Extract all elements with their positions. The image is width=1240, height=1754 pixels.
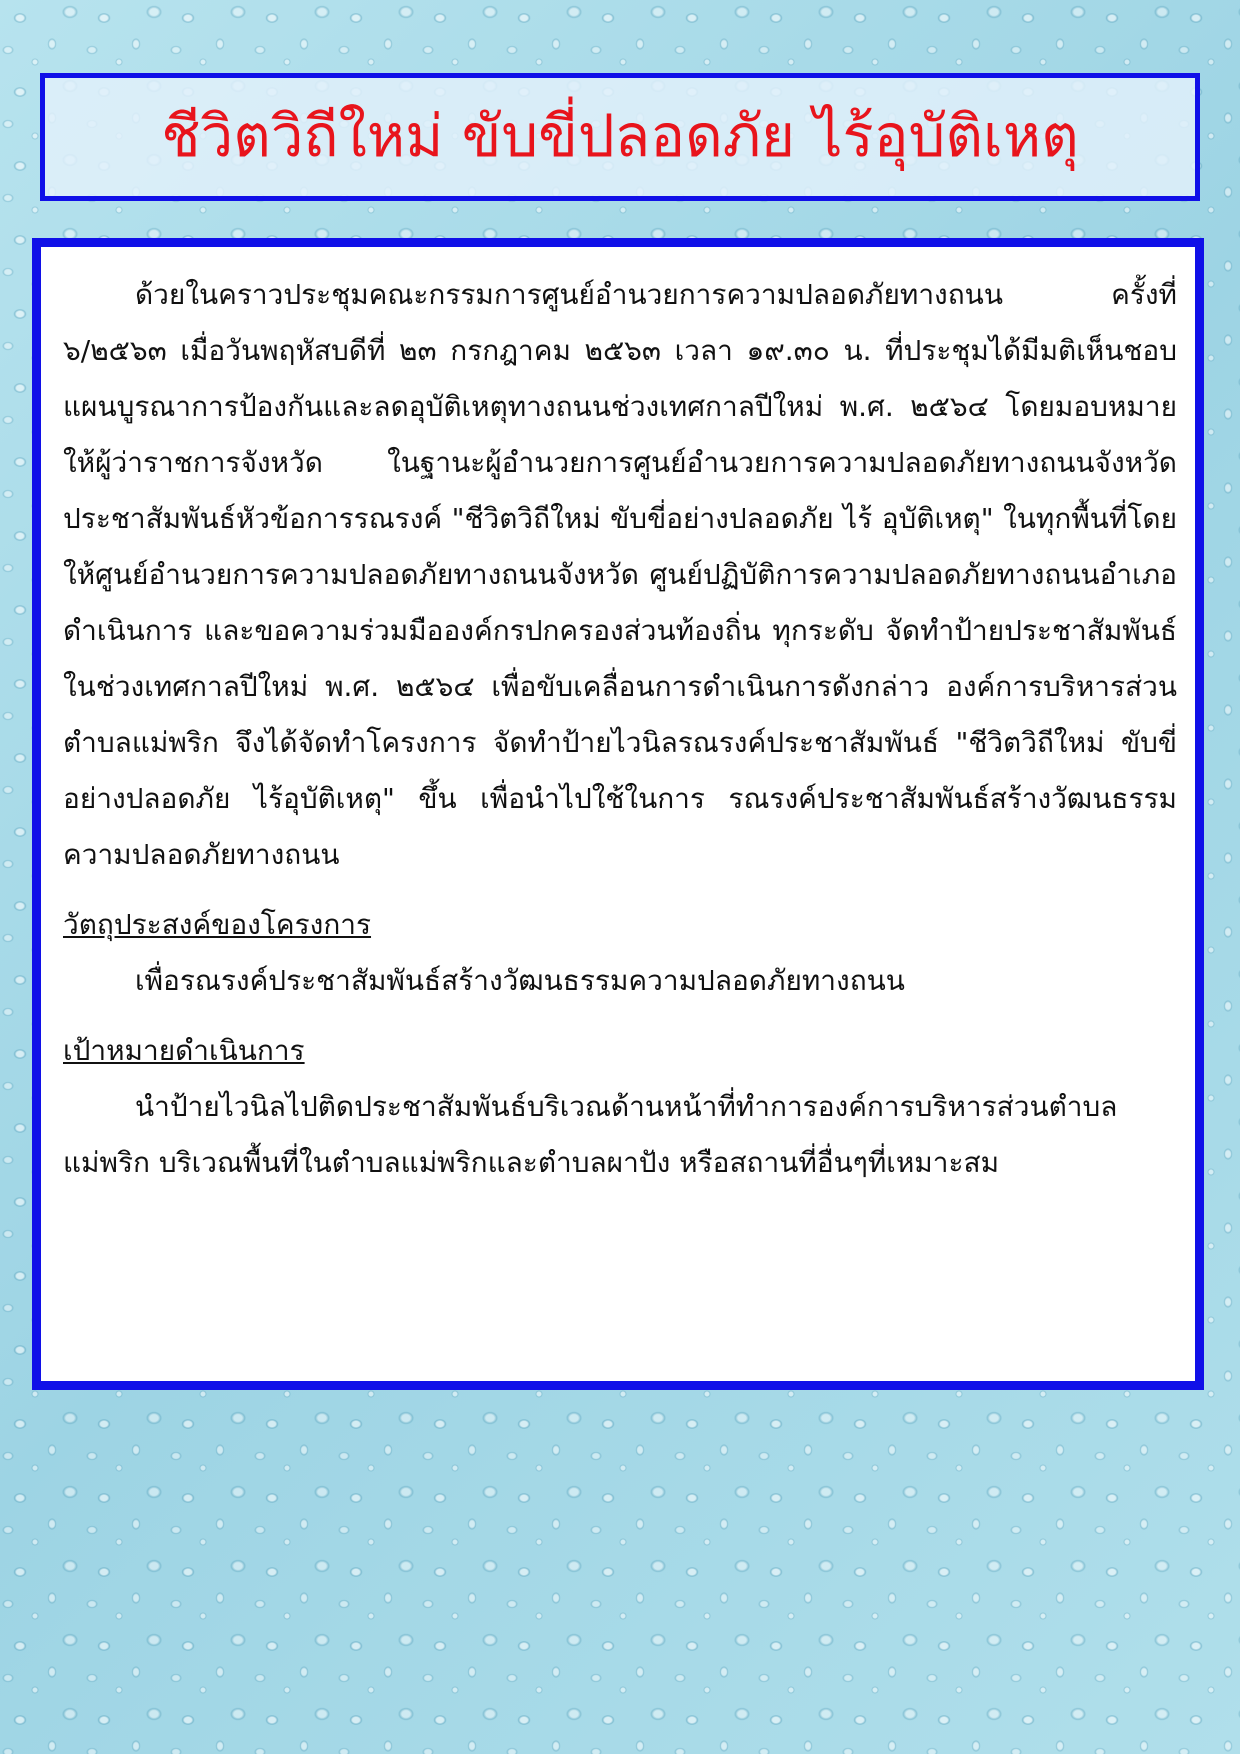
content-panel xyxy=(32,238,1204,1390)
title-banner xyxy=(40,73,1200,201)
objective-heading: วัตถุประสงค์ของโครงการ xyxy=(63,908,372,941)
target-text: นำป้ายไวนิลไปติดประชาสัมพันธ์บริเวณด้านหน้าที่ทำการองค์การบริหารส่วนตำบลแม่พริก บริเวณพื้นที่ในตำบลแม่พริกและตำบลผาปัง หรือสถานที่อื่นๆที่เหมาะสม xyxy=(63,1090,1118,1179)
target-heading: เป้าหมายดำเนินการ xyxy=(63,1034,305,1067)
page-title: ชีวิตวิถีใหม่ ขับขี่ปลอดภัย ไร้อุบัติเหตุ xyxy=(161,102,1079,171)
intro-paragraph: ด้วยในคราวประชุมคณะกรรมการศูนย์อำนวยการความปลอดภัยทางถนน ครั้งที่ ๖/๒๕๖๓ เมื่อวันพฤหัสบดีที่ ๒๓ กรกฎาคม ๒๕๖๓ เวลา ๑๙.๓๐ น. ที่ประชุมได้มีมติเห็นชอบแผนบูรณาการป้องกันและลดอุบัติเหตุทางถนนช่วงเทศกาลปีใหม่ พ.ศ. ๒๕๖๔ โดยมอบหมายให้ผู้ว่าราชการจังหวัด ในฐานะผู้อำนวยการศูนย์อำนวยการความปลอดภัยทางถนนจังหวัด ประชาสัมพันธ์หัวข้อการรณรงค์ "ชีวิตวิถีใหม่ ขับขี่อย่างปลอดภัย ไร้ อุบัติเหตุ" ในทุกพื้นที่โดยให้ศูนย์อำนวยการความปลอดภัยทางถนนจังหวัด ศูนย์ปฏิบัติการความปลอดภัยทางถนนอำเภอ ดำเนินการ และขอความร่วมมือองค์กรปกครองส่วนท้องถิ่น ทุกระดับ จัดทำป้ายประชาสัมพันธ์ ในช่วงเทศกาลปีใหม่ พ.ศ. ๒๕๖๔ เพื่อขับเคลื่อนการดำเนินการดังกล่าว องค์การบริหารส่วนตำบลแม่พริก จึงได้จัดทำโครงการ จัดทำป้ายไวนิลรณรงค์ประชาสัมพันธ์ "ชีวิตวิถีใหม่ ขับขี่อย่างปลอดภัย ไร้อุบัติเหตุ" ขึ้น เพื่อนำไปใช้ในการ รณรงค์ประชาสัมพันธ์สร้างวัฒนธรรมความปลอดภัยทางถนน xyxy=(63,278,1177,871)
objective-text: เพื่อรณรงค์ประชาสัมพันธ์สร้างวัฒนธรรมความปลอดภัยทางถนน xyxy=(135,964,905,997)
